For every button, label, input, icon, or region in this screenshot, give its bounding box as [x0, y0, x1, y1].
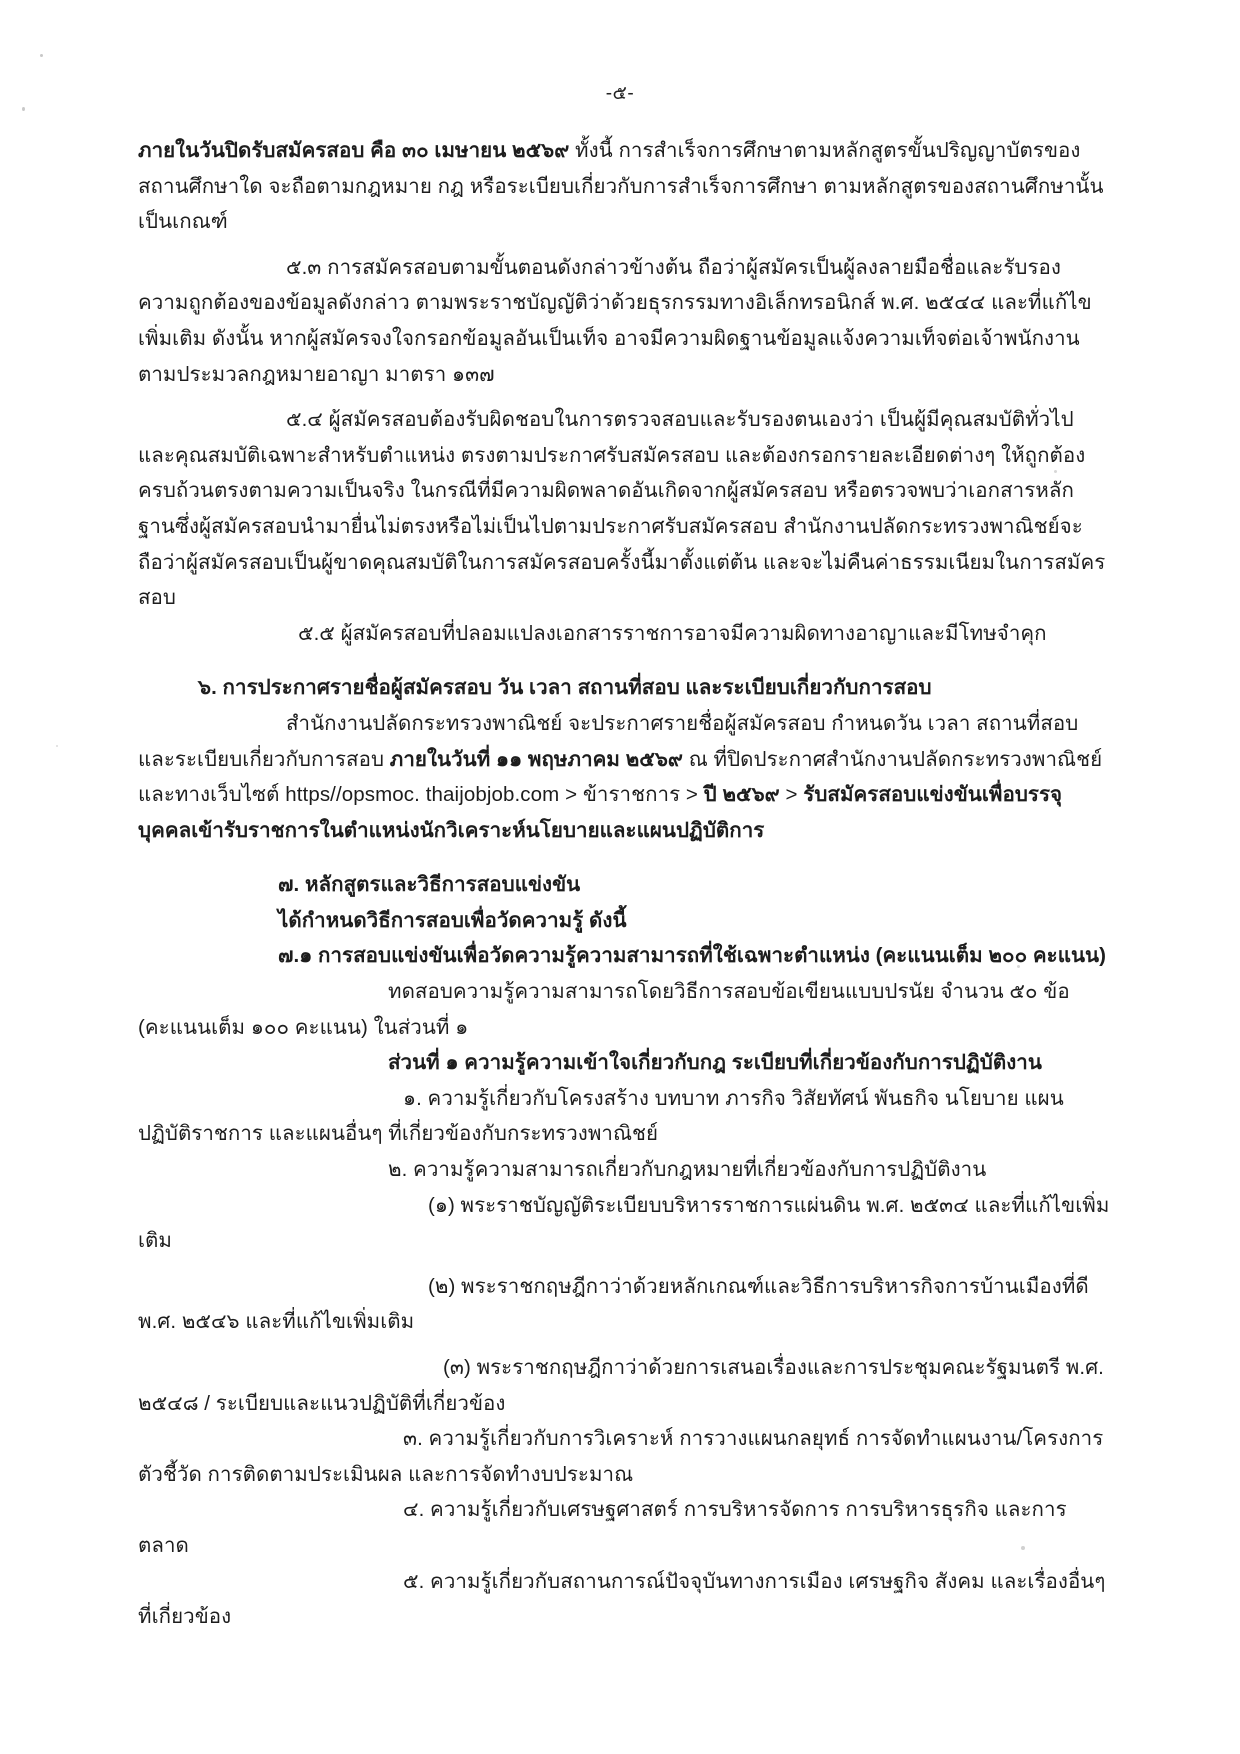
breadcrumb-sep-1: >	[559, 783, 583, 807]
breadcrumb-item-civil-service[interactable]: ข้าราชการ	[582, 783, 681, 807]
list-item-1: ๑. ความรู้เกี่ยวกับโครงสร้าง บทบาท ภารกิจ วิสัยทัศน์ พันธกิจ นโยบาย แผนปฏิบัติราชการ และแผนอื่นๆ ที่เกี่ยวข้องกับกระทรวงพาณิชย์	[138, 1086, 1064, 1146]
website-url[interactable]: https//opsmoc. thaijobjob.com	[285, 783, 560, 807]
section-6-text-a: สำนักงานปลัดกระทรวงพาณิชย์ จะประกาศรายชื่อผู้สมัครสอบ กำหนดวัน เวลา สถานที่สอบและระเบียบเกี่ยวกับการสอบ	[138, 711, 1079, 771]
breadcrumb-item-year[interactable]: ปี ๒๕๖๙	[703, 783, 780, 807]
paragraph-5-4: ๕.๔ ผู้สมัครสอบต้องรับผิดชอบในการตรวจสอบและรับรองตนเองว่า เป็นผู้มีคุณสมบัติทั่วไปและคุณสมบัติเฉพาะสำหรับตำแหน่ง ตรงตามประกาศรับสมัครสอบ และต้องกรอกรายละเอียดต่างๆ ให้ถูกต้องครบถ้วนตรงตามความเป็นจริง ในกรณีที่มีความผิดพลาดอันเกิดจากผู้สมัครสอบ หรือตรวจพบว่าเอกสารหลักฐานซึ่งผู้สมัครสอบนำมายื่นไม่ตรงหรือไม่เป็นไปตามประกาศรับสมัครสอบ สำนักงานปลัดกระทรวงพาณิชย์จะถือว่าผู้สมัครสอบเป็นผู้ขาดคุณสมบัติในการสมัครสอบครั้งนี้มาตั้งแต่ต้น และจะไม่คืนค่าธรรมเนียมในการสมัครสอบ	[138, 408, 1106, 610]
paragraph-section-7-1-body: ทดสอบความรู้ความสามารถโดยวิธีการสอบข้อเขียนแบบปรนัย จำนวน ๕๐ ข้อ (คะแนนเต็ม ๑๐๐ คะแนน) ในส่วนที่ ๑	[138, 980, 1076, 1039]
intro-bold-deadline: ภายในวันปิดรับสมัครสอบ คือ ๓๐ เมษายน ๒๕๖๙	[138, 139, 570, 162]
document-body	[138, 133, 1110, 1635]
paragraph-section-6-body	[138, 706, 1110, 848]
paragraph-5-5: ๕.๕ ผู้สมัครสอบที่ปลอมแปลงเอกสารราชการอาจมีความผิดทางอาญาและมีโทษจำคุก	[298, 621, 1047, 645]
heading-section-7-1: ๗.๑ การสอบแข่งขันเพื่อวัดความรู้ความสามารถที่ใช้เฉพาะตำแหน่ง (คะแนนเต็ม ๒๐๐ คะแนน)	[278, 944, 1106, 968]
paragraph-section-7-intro: ได้กำหนดวิธีการสอบเพื่อวัดความรู้ ดังนี้	[278, 908, 627, 932]
list-item-4: ๔. ความรู้เกี่ยวกับเศรษฐศาสตร์ การบริหารจัดการ การบริหารธุรกิจ และการตลาด	[138, 1498, 1067, 1557]
breadcrumb-sep-2: >	[680, 783, 704, 807]
scan-speck	[56, 745, 58, 747]
heading-section-6: ๖. การประกาศรายชื่อผู้สมัครสอบ วัน เวลา สถานที่สอบ และระเบียบเกี่ยวกับการสอบ	[198, 676, 932, 700]
list-item-2-1: (๑) พระราชบัญญัติระเบียบบริหารราชการแผ่นดิน พ.ศ. ๒๕๓๔ และที่แก้ไขเพิ่มเติม	[138, 1193, 1110, 1253]
list-item-2-2: (๒) พระราชกฤษฎีกาว่าด้วยหลักเกณฑ์และวิธีการบริหารกิจการบ้านเมืองที่ดี พ.ศ. ๒๕๔๖ และที่แก้ไขเพิ่มเติม	[138, 1274, 1095, 1334]
list-item-3: ๓. ความรู้เกี่ยวกับการวิเคราะห์ การวางแผนกลยุทธ์ การจัดทำแผนงาน/โครงการ ตัวชี้วัด การติดตามประเมินผล และการจัดทำงบประมาณ	[138, 1427, 1110, 1486]
heading-part-1: ส่วนที่ ๑ ความรู้ความเข้าใจเกี่ยวกับกฎ ระเบียบที่เกี่ยวข้องกับการปฏิบัติงาน	[388, 1051, 1042, 1075]
section-6-text-b: ณ ที่ปิดประกาศสำนักงานปลัดกระทรวงพาณิชย์และทางเว็บไซต์	[138, 747, 1103, 807]
intro-rest: ทั้งนี้ การสำเร็จการศึกษาตามหลักสูตรขั้นปริญญาบัตรของสถานศึกษาใด จะถือตามกฎหมาย กฎ หรือระเบียบเกี่ยวกับการสำเร็จการศึกษา ตามหลักสูตรของสถานศึกษานั้นเป็นเกณฑ์	[138, 139, 1104, 234]
section-6-bold-date: ภายในวันที่ ๑๑ พฤษภาคม ๒๕๖๙	[389, 747, 683, 771]
paragraph-5-3: ๕.๓ การสมัครสอบตามขั้นตอนดังกล่าวข้างต้น ถือว่าผู้สมัครเป็นผู้ลงลายมือชื่อและรับรองความถูกต้องของข้อมูลดังกล่าว ตามพระราชบัญญัติว่าด้วยธุรกรรมทางอิเล็กทรอนิกส์ พ.ศ. ๒๕๔๔ และที่แก้ไขเพิ่มเติม ดังนั้น หากผู้สมัครจงใจกรอกข้อมูลอันเป็นเท็จ อาจมีความผิดฐานข้อมูลแจ้งความเท็จต่อเจ้าพนักงานตามประมวลกฎหมายอาญา มาตรา ๑๓๗	[138, 255, 1092, 386]
breadcrumb-item-recruitment[interactable]: รับสมัครสอบแข่งขันเพื่อบรรจุบุคคลเข้ารับราชการในตำแหน่งนักวิเคราะห์นโยบายและแผนปฏิบัติการ	[138, 783, 1063, 842]
scan-speck	[40, 54, 43, 57]
list-item-2-3: (๓) พระราชกฤษฎีกาว่าด้วยการเสนอเรื่องและการประชุมคณะรัฐมนตรี พ.ศ. ๒๕๔๘ / ระเบียบและแนวปฏิบัติที่เกี่ยวข้อง	[138, 1356, 1110, 1415]
heading-section-7: ๗. หลักสูตรและวิธีการสอบแข่งขัน	[278, 873, 581, 897]
paragraph-intro	[138, 133, 1110, 240]
page-number: -๕-	[605, 83, 635, 104]
list-item-2: ๒. ความรู้ความสามารถเกี่ยวกับกฎหมายที่เกี่ยวข้องกับการปฏิบัติงาน	[388, 1158, 987, 1182]
list-item-5: ๕. ความรู้เกี่ยวกับสถานการณ์ปัจจุบันทางการเมือง เศรษฐกิจ สังคม และเรื่องอื่นๆ ที่เกี่ยวข้อง	[138, 1569, 1112, 1629]
breadcrumb-sep-3: >	[779, 783, 804, 807]
